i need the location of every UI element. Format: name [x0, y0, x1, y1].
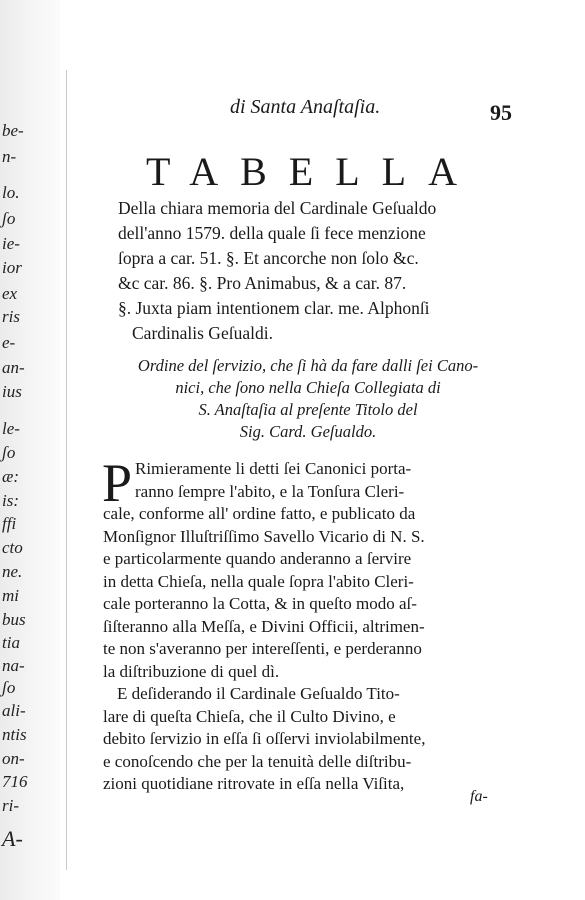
margin-fragment: bus	[2, 610, 26, 629]
margin-fragment: ri-	[2, 796, 19, 815]
page-fold-line	[66, 70, 67, 870]
page-title: TABELLA	[146, 149, 479, 194]
facing-page-margin	[0, 0, 60, 900]
margin-fragment: is:	[2, 491, 19, 510]
section-heading	[103, 355, 513, 443]
body-line: te non s'averanno per intereſſenti, e perderanno	[103, 639, 422, 658]
margin-fragment: le-	[2, 419, 20, 438]
intro-line: §. Juxta piam intentionem clar. me. Alphonſi	[118, 298, 430, 318]
margin-fragment: ne.	[2, 562, 23, 581]
intro-line: Cardinalis Geſualdi.	[132, 323, 273, 343]
margin-fragment: tia	[2, 633, 20, 652]
body-line: e conoſcendo che per la tenuità delle diſtribu-	[103, 751, 412, 771]
body-line: cale, conforme all' ordine fatto, e publicato da	[103, 504, 416, 523]
body-line: e particolarmente quando anderanno a ſervire	[103, 549, 412, 568]
body-line: ranno ſempre l'abito, e la Tonſura Cleri-	[135, 481, 405, 501]
margin-fragment: ʃo	[2, 209, 16, 228]
margin-fragment: on-	[2, 749, 25, 768]
section-heading-line: Sig. Card. Geſualdo.	[239, 422, 377, 441]
margin-fragment: ali-	[2, 701, 26, 720]
catchword: fa-	[470, 788, 488, 805]
margin-fragment: ie-	[2, 234, 20, 253]
margin-fragment: ior	[2, 258, 22, 277]
body-line: E deſiderando il Cardinale Geſualdo Tito-	[117, 684, 400, 703]
margin-fragment: na-	[2, 656, 25, 675]
margin-fragment: ʃo	[2, 443, 16, 462]
body-line: Rimieramente li detti ſei Canonici porta-	[135, 459, 412, 478]
body-line: cale porteranno la Cotta, & in queſto modo aſ-	[103, 594, 417, 613]
body-line: la diſtribuzione di quel dì.	[103, 661, 280, 681]
margin-fragment: 716	[2, 772, 28, 791]
body-line: debito ſervizio in eſſa ſi oſſervi inviolabilmente,	[103, 729, 426, 748]
margin-fragment: an-	[2, 358, 25, 377]
section-heading-line: S. Anaſtaſia al preſente Titolo del	[198, 400, 418, 419]
body-line: lare di queſta Chieſa, che il Culto Divino, e	[103, 706, 396, 726]
intro-line: ſopra a car. 51. §. Et ancorche non ſolo &c.	[118, 248, 419, 268]
section-heading-line: nici, che ſono nella Chieſa Collegiata di	[175, 378, 441, 397]
margin-fragment: be-	[2, 121, 24, 140]
margin-fragment: æ:	[2, 467, 19, 486]
body-paragraph	[102, 453, 503, 796]
margin-fragment: e-	[2, 333, 16, 352]
margin-fragment: cto	[2, 538, 23, 557]
section-heading-line: Ordine del ſervizio, che ſi hà da fare dalli ſei Cano-	[137, 356, 479, 375]
page-number: 95	[490, 100, 512, 125]
margin-fragment: mi	[2, 586, 19, 605]
intro-paragraph	[118, 196, 518, 346]
running-head: di Santa Anaſtaſia.	[230, 96, 381, 118]
body-line: Monſignor Illuſtriſſimo Savello Vicario di N. S.	[103, 526, 425, 546]
margin-fragment: A-	[2, 826, 23, 851]
drop-cap: P	[102, 453, 133, 513]
margin-fragment: ffi	[2, 514, 17, 533]
intro-line: dell'anno 1579. della quale ſi fece menzione	[118, 223, 426, 243]
body-line: zioni quotidiane ritrovate in eſſa nella Viſita,	[103, 774, 405, 793]
margin-fragment: ris	[2, 307, 20, 326]
intro-line: Della chiara memoria del Cardinale Geſualdo	[118, 198, 437, 218]
margin-fragment: n-	[2, 147, 17, 166]
margin-fragment: ntis	[2, 725, 27, 744]
margin-fragment: ius	[2, 382, 22, 401]
body-line: in detta Chieſa, nella quale ſopra l'abito Cleri-	[103, 571, 414, 591]
intro-line: &c car. 86. §. Pro Animabus, & a car. 87.	[118, 273, 407, 293]
body-line: ſiſteranno alla Meſſa, e Divini Officii, altrimen-	[103, 616, 425, 636]
margin-fragment: ʃo	[2, 678, 16, 697]
margin-fragment: ex	[2, 284, 18, 303]
margin-fragment: lo.	[2, 183, 20, 202]
